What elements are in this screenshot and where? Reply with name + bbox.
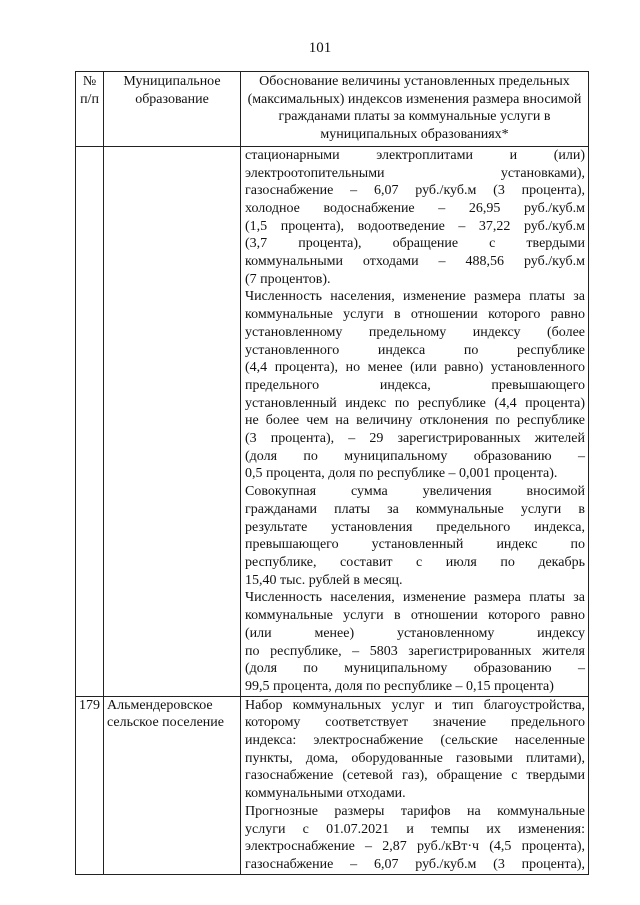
text-line: коммунальные услуги в отношении которого равно [245, 608, 585, 624]
text-line: индекса: электроснабжение (сельские населенные [245, 733, 585, 749]
text-line: газоснабжение (сетевой газ), обращение с твердыми [245, 768, 585, 784]
text-line: установленного индекса по республике [245, 342, 585, 358]
row-municipality-cell: Альмендеровское сельское поселение [104, 696, 241, 874]
text-line: холодное водоснабжение – 26,95 руб./куб.м [245, 200, 585, 216]
text-line: (доля по муниципальному образованию – [245, 661, 585, 677]
text-line: коммунальными отходами – 488,56 руб./куб.м [245, 254, 585, 270]
row-num-cell: 179 [76, 696, 104, 874]
text-line: которому соответствует значение предельного [245, 715, 585, 731]
text-line: превышающего установленный индекс по [245, 537, 585, 553]
row-justification-cell [241, 146, 589, 696]
text-line: электроснабжение – 2,87 руб./кВт·ч (4,5 процента), [245, 839, 585, 855]
text-line: стационарными электроплитами и (или) [245, 147, 585, 163]
table-header-row [76, 72, 589, 147]
text-line: Численность населения, изменение размера платы за [245, 590, 585, 606]
text-line: республике, составит с июля по декабрь [245, 554, 585, 570]
row-num-cell [76, 146, 104, 696]
text-line: коммунальные услуги в отношении которого равно [245, 307, 585, 323]
text-line: не более чем на величину отклонения по республике [245, 413, 585, 429]
text-line: по республике, – 5803 зарегистрированных жителя [245, 643, 585, 659]
text-line: гражданами платы за коммунальные услуги в [245, 501, 585, 517]
page-number: 101 [308, 40, 332, 56]
text-line: установленному предельному индексу (более [245, 324, 585, 340]
text-line: (3,7 процента), обращение с твердыми [245, 236, 585, 252]
text-line: предельного индекса, превышающего [245, 377, 585, 393]
text-line: (1,5 процента), водоотведение – 37,22 руб./куб.м [245, 218, 585, 234]
table-row [76, 146, 589, 696]
header-num: № п/п [76, 72, 104, 147]
header-justification: Обоснование величины установленных предельных (максимальных) индексов изменения размера вносимой гражданами платы за коммунальные услуги в муниципальных образованиях* [241, 72, 589, 147]
text-line: 99,5 процента, доля по республике – 0,15 процента) [245, 678, 554, 694]
tariff-table [75, 71, 589, 875]
text-line: (3 процента), – 29 зарегистрированных жителей [245, 431, 585, 447]
text-line: пункты, дома, оборудованные газовыми плитами), [245, 750, 585, 766]
header-municipality: Муниципальное образование [104, 72, 241, 147]
row-justification-cell [241, 696, 589, 874]
text-line: (4,4 процента), но менее (или равно) установленного [245, 360, 585, 376]
text-line: коммунальными отходами. [245, 786, 406, 802]
row-municipality-cell [104, 146, 241, 696]
text-line: (7 процентов). [245, 271, 331, 287]
text-line: Численность населения, изменение размера платы за [245, 289, 585, 305]
text-line: Совокупная сумма увеличения вносимой [245, 484, 585, 500]
text-line: (или менее) установленному индексу [245, 625, 585, 641]
table-row [76, 696, 589, 874]
text-line: установленный индекс по республике (4,4 процента) [245, 395, 585, 411]
text-line: результате установления предельного индекса, [245, 519, 585, 535]
text-line: 0,5 процента, доля по республике – 0,001 процента). [245, 466, 558, 482]
text-line: 15,40 тыс. рублей в месяц. [245, 572, 403, 588]
text-line: газоснабжение – 6,07 руб./куб.м (3 процента), [245, 183, 585, 199]
text-line: газоснабжение – 6,07 руб./куб.м (3 процента), [245, 856, 585, 872]
text-line: услуги с 01.07.2021 и темпы их изменения: [245, 821, 585, 837]
text-line: (доля по муниципальному образованию – [245, 448, 585, 464]
text-line: Прогнозные размеры тарифов на коммунальные [245, 803, 585, 819]
text-line: Набор коммунальных услуг и тип благоустройства, [245, 697, 585, 713]
text-line: электроотопительными установками), [245, 165, 585, 181]
